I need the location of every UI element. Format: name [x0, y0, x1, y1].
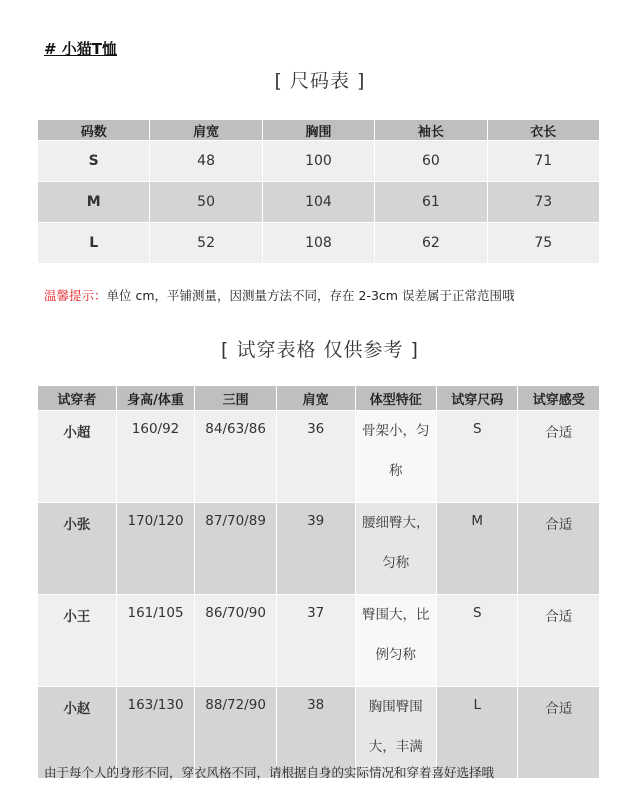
table-row — [38, 411, 599, 502]
height-weight-cell: 170/120 — [117, 503, 195, 594]
table-row — [38, 141, 599, 181]
sleeve-cell: 60 — [375, 141, 486, 181]
tryon-header-cell: 试穿者 — [38, 386, 116, 410]
table-row — [38, 182, 599, 222]
size-chart-header-cell: 衣长 — [488, 120, 599, 140]
tried-size-cell: S — [437, 411, 517, 502]
fit-feeling-cell: 合适 — [518, 595, 599, 686]
fit-feeling-cell: 合适 — [518, 503, 599, 594]
tried-size-cell: L — [437, 687, 517, 778]
size-chart-header-cell: 码数 — [38, 120, 149, 140]
fit-feeling-cell: 合适 — [518, 687, 599, 778]
body-type-cell: 臀围大，比例匀称 — [356, 595, 436, 686]
size-chart-header-cell: 胸围 — [263, 120, 374, 140]
shoulder-cell: 37 — [277, 595, 355, 686]
height-weight-cell: 160/92 — [117, 411, 195, 502]
length-cell: 71 — [488, 141, 599, 181]
tryon-header-row — [38, 386, 599, 410]
shoulder-cell: 39 — [277, 503, 355, 594]
shoulder-cell: 38 — [277, 687, 355, 778]
body-type-cell: 骨架小，匀称 — [356, 411, 436, 502]
shoulder-cell: 48 — [150, 141, 261, 181]
size-chart-table — [37, 119, 600, 264]
shoulder-cell: 36 — [277, 411, 355, 502]
measurements-cell: 84/63/86 — [195, 411, 275, 502]
tried-size-cell: S — [437, 595, 517, 686]
size-cell: L — [38, 223, 149, 263]
size-chart-header-row — [38, 120, 599, 140]
table-row — [38, 503, 599, 594]
chest-cell: 108 — [263, 223, 374, 263]
chest-cell: 104 — [263, 182, 374, 222]
measurements-cell: 86/70/90 — [195, 595, 275, 686]
tryon-header-cell: 试穿尺码 — [437, 386, 517, 410]
chest-cell: 100 — [263, 141, 374, 181]
size-cell: M — [38, 182, 149, 222]
size-chart-heading: [ 尺码表 ] — [274, 70, 366, 92]
table-row — [38, 595, 599, 686]
measurement-tip — [44, 286, 514, 304]
length-cell: 75 — [488, 223, 599, 263]
tester-cell: 小王 — [38, 595, 116, 686]
length-cell: 73 — [488, 182, 599, 222]
table-row — [38, 223, 599, 263]
tryon-header-cell: 试穿感受 — [518, 386, 599, 410]
shoulder-cell: 52 — [150, 223, 261, 263]
tester-cell: 小超 — [38, 411, 116, 502]
height-weight-cell: 161/105 — [117, 595, 195, 686]
tip-label: 温馨提示： — [44, 288, 107, 303]
size-cell: S — [38, 141, 149, 181]
product-title: # 小猫T恤 — [44, 40, 118, 58]
measurements-cell: 88/72/90 — [195, 687, 275, 778]
measurements-cell: 87/70/89 — [195, 503, 275, 594]
tester-cell: 小赵 — [38, 687, 116, 778]
tryon-header-cell: 体型特征 — [356, 386, 436, 410]
size-chart-header-cell: 肩宽 — [150, 120, 261, 140]
tip-text: 单位 cm，平铺测量，因测量方法不同，存在 2-3cm 误差属于正常范围哦 — [106, 288, 515, 303]
shoulder-cell: 50 — [150, 182, 261, 222]
body-type-cell: 胸围臀围大，丰满 — [356, 687, 436, 778]
sleeve-cell: 61 — [375, 182, 486, 222]
tryon-header-cell: 肩宽 — [277, 386, 355, 410]
tryon-heading: [ 试穿表格 仅供参考 ] — [221, 339, 419, 361]
height-weight-cell: 163/130 — [117, 687, 195, 778]
sleeve-cell: 62 — [375, 223, 486, 263]
size-chart-header-cell: 袖长 — [375, 120, 486, 140]
body-type-cell: 腰细臀大，匀称 — [356, 503, 436, 594]
tryon-table — [37, 385, 600, 779]
tryon-header-cell: 三围 — [195, 386, 275, 410]
fit-feeling-cell: 合适 — [518, 411, 599, 502]
footer-note: 由于每个人的身形不同，穿衣风格不同，请根据自身的实际情况和穿着喜好选择哦 — [44, 765, 495, 780]
tried-size-cell: M — [437, 503, 517, 594]
tester-cell: 小张 — [38, 503, 116, 594]
tryon-header-cell: 身高/体重 — [117, 386, 195, 410]
